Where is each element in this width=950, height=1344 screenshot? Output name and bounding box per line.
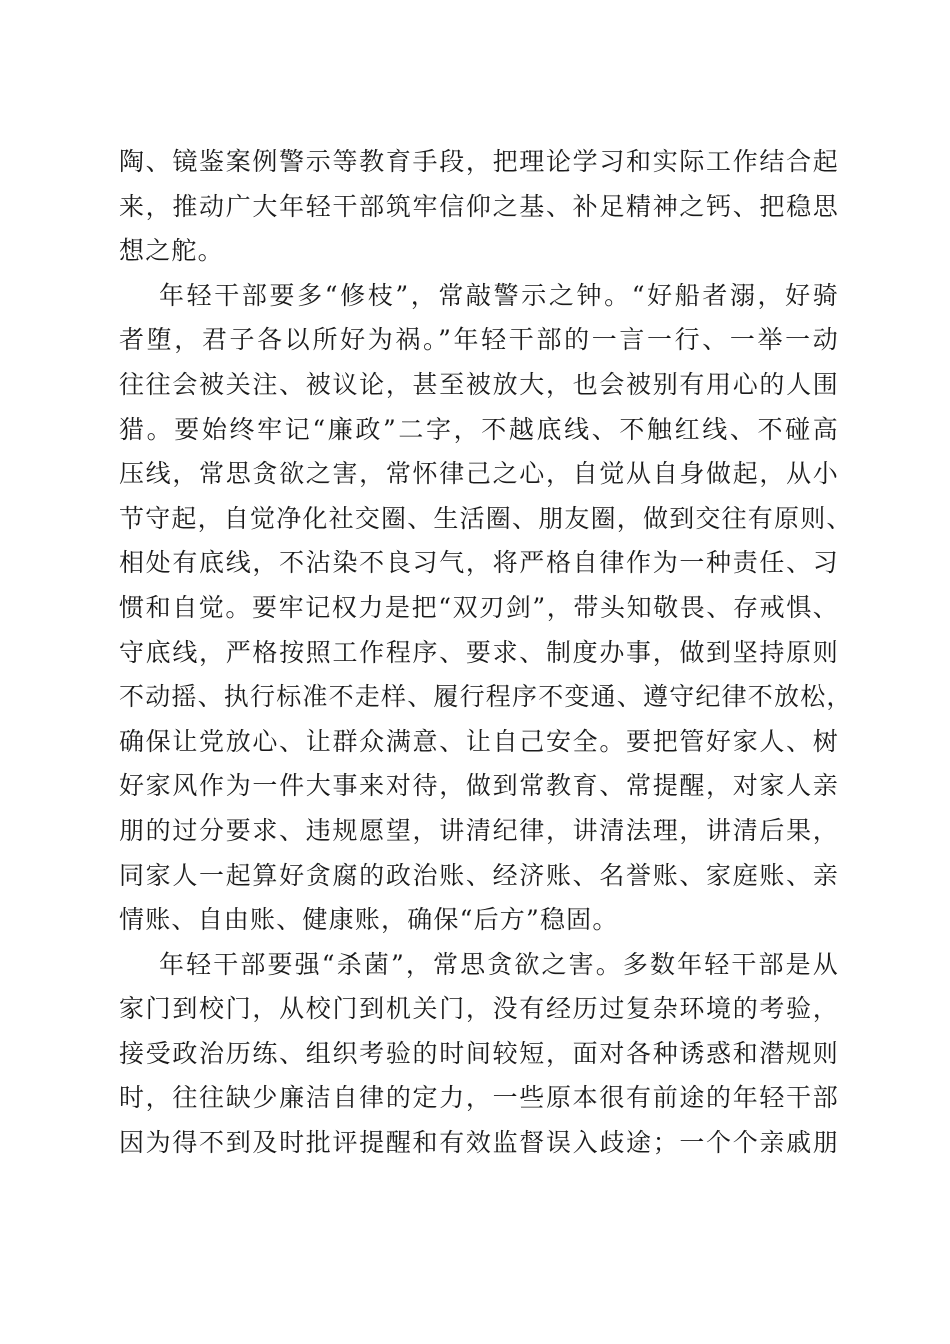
text-line: 来，推动广大年轻干部筑牢信仰之基、补足精神之钙、把稳思 bbox=[119, 191, 839, 221]
text-line: 家门到校门，从校门到机关门，没有经历过复杂环境的考验， bbox=[119, 994, 839, 1024]
text-line: 猎。要始终牢记“廉政”二字，不越底线、不触红线、不碰高 bbox=[119, 414, 839, 444]
text-line: 节守起，自觉净化社交圈、生活圈、朋友圈，做到交往有原则、 bbox=[119, 503, 853, 533]
text-line: 压线，常思贪欲之害，常怀律己之心，自觉从自身做起，从小 bbox=[119, 459, 839, 489]
paragraph-first-line: 年轻干部要强“杀菌”，常思贪欲之害。多数年轻干部是从 bbox=[159, 949, 839, 979]
text-line: 惯和自觉。要牢记权力是把“双刃剑”，带头知敬畏、存戒惧、 bbox=[119, 592, 839, 622]
text-line: 往往会被关注、被议论，甚至被放大，也会被别有用心的人围 bbox=[119, 369, 839, 399]
text-line: 好家风作为一件大事来对待，做到常教育、常提醒，对家人亲 bbox=[119, 771, 839, 801]
text-line: 因为得不到及时批评提醒和有效监督误入歧途；一个个亲戚朋 bbox=[119, 1128, 839, 1158]
text-line: 同家人一起算好贪腐的政治账、经济账、名誉账、家庭账、亲 bbox=[119, 860, 839, 890]
text-line: 确保让党放心、让群众满意、让自己安全。要把管好家人、树 bbox=[119, 726, 839, 756]
text-line: 相处有底线，不沾染不良习气，将严格自律作为一种责任、习 bbox=[119, 548, 839, 578]
body-text bbox=[119, 140, 853, 1166]
text-line: 朋的过分要求、违规愿望，讲清纪律，讲清法理，讲清后果， bbox=[119, 815, 839, 845]
text-line: 不动摇、执行标准不走样、履行程序不变通、遵守纪律不放松， bbox=[119, 682, 853, 712]
text-line: 想之舵。 bbox=[119, 236, 224, 266]
paragraph-first-line: 年轻干部要多“修枝”，常敲警示之钟。“好船者溺，好骑 bbox=[159, 280, 839, 310]
text-line: 者堕，君子各以所好为祸。”年轻干部的一言一行、一举一动 bbox=[119, 325, 839, 355]
text-line: 陶、镜鉴案例警示等教育手段，把理论学习和实际工作结合起 bbox=[119, 147, 839, 176]
text-line: 时，往往缺少廉洁自律的定力，一些原本很有前途的年轻干部 bbox=[119, 1083, 839, 1113]
text-line: 情账、自由账、健康账，确保“后方”稳固。 bbox=[119, 905, 619, 935]
text-line: 接受政治历练、组织考验的时间较短，面对各种诱惑和潜规则 bbox=[119, 1038, 839, 1068]
text-line: 守底线，严格按照工作程序、要求、制度办事，做到坚持原则 bbox=[119, 637, 839, 667]
